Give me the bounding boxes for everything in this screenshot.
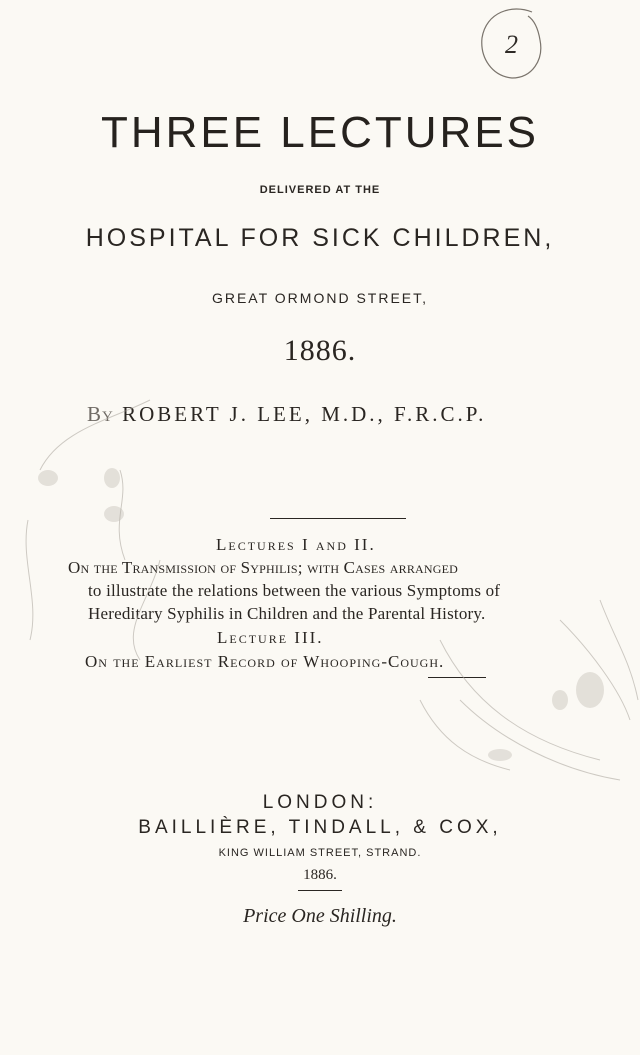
- lecture-year: 1886.: [283, 334, 357, 367]
- author-line: [87, 402, 486, 427]
- author-prefix: By: [87, 402, 114, 426]
- shelfmark-number: 2: [505, 30, 518, 59]
- institution-street: GREAT ORMOND STREET,: [211, 290, 429, 306]
- lecture-1-line-3: Hereditary Syphilis in Children and the Parental History.: [88, 604, 486, 623]
- lecture-1-line-2: to illustrate the relations between the various Symptoms of: [88, 581, 501, 600]
- divider-rule-2: [428, 677, 486, 678]
- divider-rule: [270, 518, 406, 519]
- imprint-year: 1886.: [303, 867, 337, 883]
- divider-rule-3: [298, 890, 342, 891]
- lecture-1-line-1: On the Transmission of Syphilis; with Cases arranged: [68, 558, 459, 577]
- imprint-publisher: BAILLIÈRE, TINDALL, & COX,: [138, 817, 502, 838]
- lecture-2-line-1: On the Earliest Record of Whooping-Cough.: [85, 652, 445, 671]
- institution-name: HOSPITAL FOR SICK CHILDREN,: [85, 224, 555, 252]
- imprint-city: LONDON:: [262, 792, 378, 813]
- price-line: Price One Shilling.: [243, 905, 397, 927]
- delivered-at-text: DELIVERED AT THE: [259, 184, 381, 196]
- imprint-address: KING WILLIAM STREET, STRAND.: [218, 847, 422, 859]
- lecture-heading-1: Lectures I and II.: [216, 535, 376, 554]
- author-name: ROBERT J. LEE, M.D., F.R.C.P.: [122, 402, 487, 426]
- book-title: THREE LECTURES: [100, 108, 540, 157]
- lecture-heading-2: Lecture III.: [217, 628, 324, 647]
